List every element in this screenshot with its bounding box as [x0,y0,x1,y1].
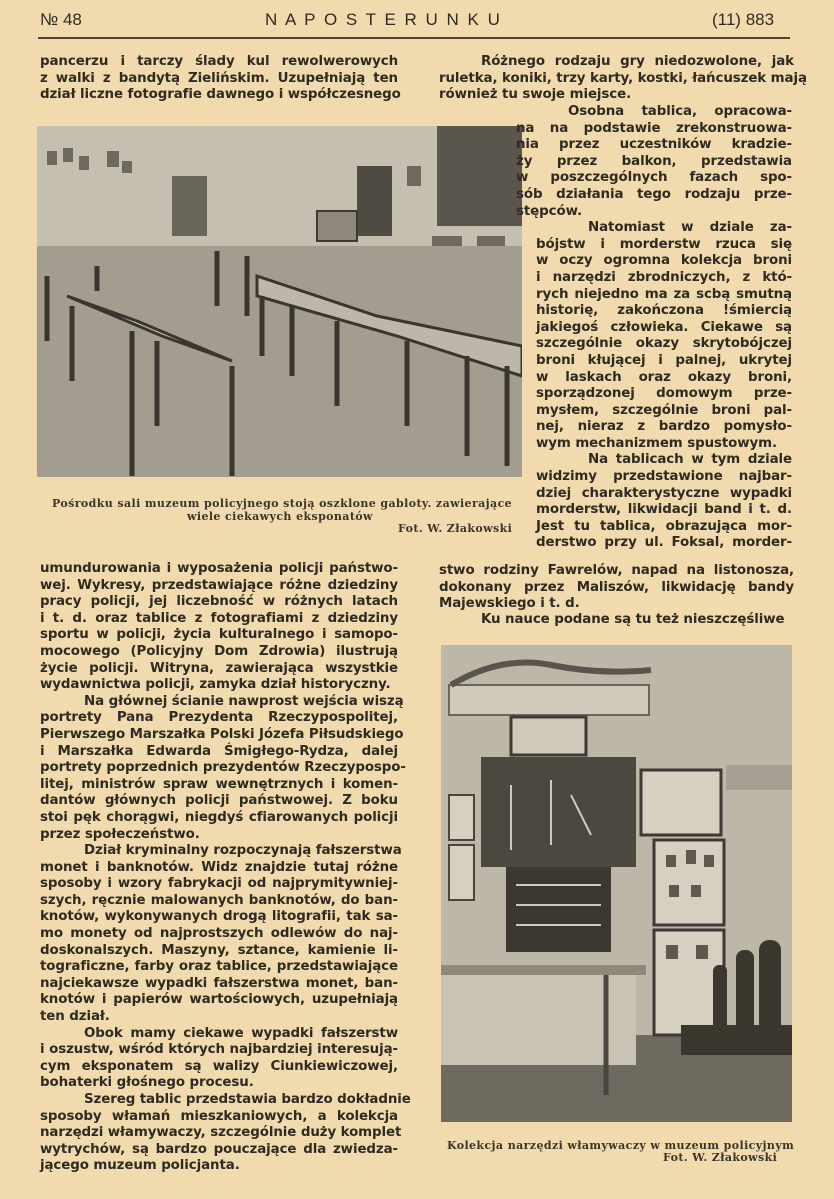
text-line: derstwo przy ul. Foksal, morder- [536,535,792,551]
text-line: portrety Pana Prezydenta Rzeczypospolitej, [40,710,398,726]
text-line: wej. Wykresy, przedstawiające różne dziedziny [40,577,398,593]
paragraph [40,843,402,1026]
text-line: w oczy ogromna kolekcja broni [536,253,792,269]
text-line: Różnego rodzaju gry niedozwolone, jak [481,54,794,69]
text-line: broni kłującej i palnej, ukrytej [536,352,792,368]
burglar-tools-photo [441,645,792,1122]
text-line: stoi pęk chorągwi, niegdyś cfiarowanych policji [40,809,398,825]
magazine-title: N A P O S T E R U N K U [265,10,502,29]
text-line: szczególnie okazy skrytobójczej [536,336,792,352]
text-line: mocowego (Policyjny Dom Zdrowia) ilustrują [40,643,398,659]
paragraph [536,452,792,552]
burglar-tools-illustration [441,645,792,1122]
text-line: Jest tu tablica, obrazująca mor- [536,518,792,534]
text-line: nia przez uczestników kradzie- [516,137,792,153]
text-line: w laskach oraz okazy broni, [536,369,792,385]
text-line: sób działania tego rodzaju prze- [516,186,792,202]
text-line: ruletka, koniki, trzy karty, kostki, łańcuszek mają [439,70,807,86]
text-line: cym eksponatem są walizy Ciunkiewiczowej, [40,1058,398,1074]
text-line: Natomiast w dziale za- [588,220,792,236]
text-line: bohaterki głośnego procesu. [40,1075,254,1091]
photo2-caption: Kolekcja narzędzi włamywaczy w muzeum policyjnym [447,1139,795,1152]
paragraph [536,220,792,452]
text-line: w poszczególnych fazach spo- [516,170,792,186]
text-line: i narzędzi zbrodniczych, z któ- [536,269,792,285]
text-line: Osobna tablica, opracowa- [568,104,792,119]
text-line: nej, nieraz z bardzo pomysło- [536,419,792,435]
text-line: umundurowania i wyposażenia policji państwo- [40,561,398,576]
text-line: dokonany przez Maliszów, likwidację bandy [439,579,794,595]
left-column-top-text [40,54,401,104]
text-line: życie policji. Witryna, zawierająca wszystkie [40,660,398,676]
photo2-credit: Fot. W. Złakowski [663,1151,778,1164]
text-line: litej, ministrów spraw wewnętrznych i komen- [40,776,398,792]
text-line: przez społeczeństwo. [40,826,200,842]
text-line: ten dział. [40,1009,110,1025]
text-line: wym mechanizmem spustowym. [536,435,778,451]
museum-hall-photo [37,126,522,477]
text-line: pancerzu i tarczy ślady kul rewolwerowych [40,54,398,69]
text-line: stwo rodziny Fawrelów, napad na listonosza, [439,563,794,578]
text-line: i Marszałka Edwarda Śmigłego-Rydza, dalej [40,743,398,759]
text-line: na na podstawie zrekonstruowa- [516,120,792,136]
text-line: sposoby i wzory fabrykacji od najprymitywniej- [40,876,398,892]
text-line: szych, ręcznie malowanych banknotów, do ban- [40,892,398,908]
right-column-continuation [439,563,794,613]
text-line: również tu swoje miejsce. [439,87,632,103]
text-line: narzędzi włamywaczy, szczególnie duży komplet [40,1125,402,1141]
text-line: Dział kryminalny rozpoczynają fałszerstwa [84,843,402,859]
paragraph [516,104,792,220]
text-line: ży przez balkon, przedstawia [516,153,792,169]
text-line: Pierwszego Marszałka Polski Józefa Piłsudskiego [40,726,404,742]
text-line: dział liczne fotografie dawnego i współczesnego [40,87,401,103]
paragraph [40,561,398,694]
text-line: knotów, wykonywanych drogą litografii, tak sa- [40,909,398,925]
right-column-last-line [439,612,794,629]
text-line: najciekawsze wypadki fałszerstwa monet, ban- [40,975,398,991]
text-line: wytrychów, są bardzo pouczające dla zwiedza- [40,1141,398,1157]
museum-hall-illustration [37,126,522,477]
text-line: bójstw i morderstw rzuca się [536,236,792,252]
text-line: stępców. [516,203,582,219]
text-line: historię, zakończona !śmiercią [536,303,792,319]
text-line: Szereg tablic przedstawia bardzo dokładnie [84,1092,411,1107]
text-line: pracy policji, jej liczebność w różnych latach [40,594,398,610]
text-line: jakiegoś człowieka. Ciekawe są [536,319,792,335]
text-line: morderstw, likwidacji band i t. d. [536,502,792,518]
text-line: Obok mamy ciekawe wypadki fałszerstw [84,1025,398,1041]
paragraph [40,1092,411,1175]
text-line: Ku nauce podane są tu też nieszczęśliwe [481,612,785,627]
issue-number: № 48 [40,10,82,29]
paragraph [40,693,406,843]
text-line: monet i banknotów. Widz znajdzie tutaj różne [40,859,398,875]
right-column-top-text [439,54,807,104]
text-line: Na głównej ścianie nawprost wejścia wiszą [84,693,404,709]
photo1-caption-line1: Pośrodku sali muzeum policyjnego stoją oszklone gabloty. zawierające [52,497,513,510]
text-line: z walki z bandytą Zielińskim. Uzupełniają ten [40,70,398,86]
text-line: mo monety od najprostszych odlewów do naj- [40,926,398,942]
paragraph [40,1026,398,1092]
text-line: widzimy przedstawione najbar- [536,469,792,485]
text-line: Majewskiego i t. d. [439,596,580,612]
photo1-caption-line2: wiele ciekawych eksponatów [187,510,373,523]
text-line: mysłem, szczególnie broni pal- [536,402,792,418]
text-line: jącego muzeum policjanta. [40,1158,240,1174]
text-line: sposoby włamań mieszkaniowych, a kolekcja [40,1108,398,1124]
header-rule [38,37,790,39]
text-line: sporządzonej domowym prze- [536,386,792,402]
text-line: i t. d. oraz tablice z fotografiami z dziedziny [40,610,398,626]
page-number: (11) 883 [712,10,775,29]
photo1-credit: Fot. W. Złakowski [398,522,513,535]
text-line: doskonalszych. Maszyny, sztance, kamienie li- [40,942,398,958]
text-line: knotów i papierów wartościowych, uzupełniają [40,992,398,1008]
left-column-body [40,561,411,1175]
text-line: dziej charakterystyczne wypadki [536,485,792,501]
text-line: rych niejedno ma za scbą smutną [536,286,792,302]
right-column-narrow-text [516,104,792,552]
text-line: Na tablicach w tym dziale [588,452,792,468]
text-line: portrety poprzednich prezydentów Rzeczypospo- [40,760,406,776]
text-line: tograficzne, farby oraz tablice, przedstawiające [40,959,398,975]
text-line: dantów głównych policji państwowej. Z boku [40,793,398,809]
text-line: sportu w policji, życia kulturalnego i samopo- [40,627,398,643]
text-line: wydawnictwa policji, zamyka dział historyczny. [40,677,391,693]
text-line: i oszustw, wśród których najbardziej interesują- [40,1042,398,1058]
